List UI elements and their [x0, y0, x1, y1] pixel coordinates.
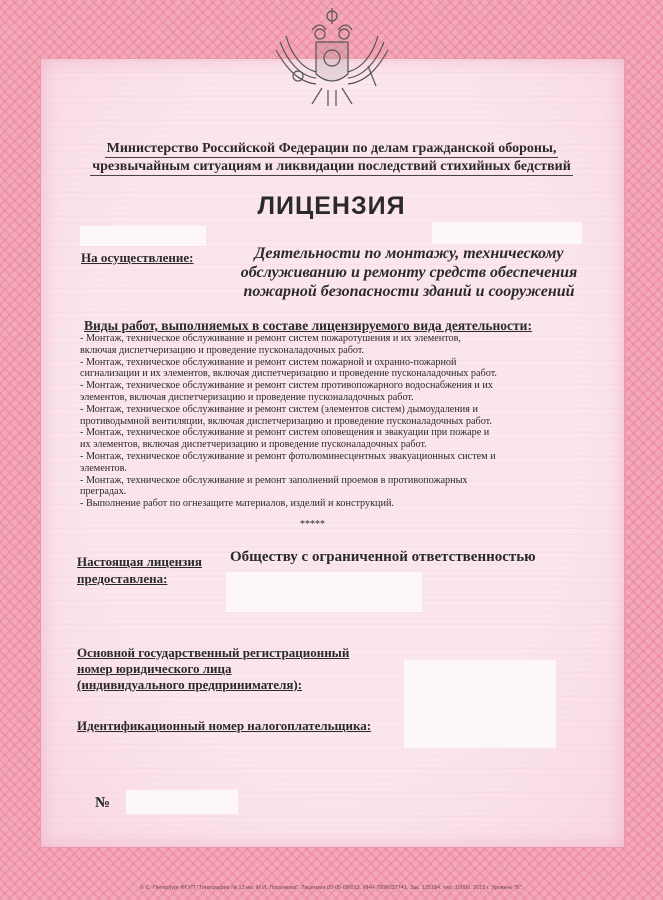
number-sign: №	[95, 795, 111, 811]
works-line: элементов.	[80, 462, 127, 474]
document-title: ЛИЦЕНЗИЯ	[257, 192, 406, 220]
redacted-registration-number	[404, 660, 556, 748]
activity-line: обслуживанию и ремонту средств обеспечения	[240, 264, 578, 281]
grantee-label-line-1: Настоящая лицензия	[77, 554, 202, 569]
activity-line: Деятельности по монтажу, техническому	[254, 245, 564, 262]
coat-of-arms-emblem	[272, 6, 392, 108]
works-line: - Монтаж, техническое обслуживание и ремонт систем пожаротушения и их элементов,	[80, 333, 461, 344]
works-line: - Выполнение работ по огнезащите материалов, изделий и конструкций.	[80, 498, 394, 510]
tax-label: Идентификационный номер налогоплательщика:	[77, 718, 372, 733]
grantee-value: Обществу с ограниченной ответственностью	[230, 549, 536, 565]
works-line: сигнализации и их элементов, включая диспетчеризацию и проведение пусконаладочных работ.	[80, 368, 497, 380]
redacted-series	[80, 226, 206, 246]
works-title: Виды работ, выполняемых в составе лицензируемого вида деятельности:	[84, 318, 532, 333]
registration-label-line-1: Основной государственный регистрационный	[77, 645, 350, 660]
works-line: - Монтаж, техническое обслуживание и ремонт заполнений проемов в противопожарных	[80, 474, 468, 486]
works-line: преградах.	[80, 486, 127, 498]
grantee-label-line-2: предоставлена:	[77, 571, 168, 586]
works-line: - Монтаж, техническое обслуживание и ремонт систем пожарной и охранно-пожарной	[80, 356, 457, 368]
printer-footer: © С.-Петербург ФГУП "Типография № 12 им. М.И. Лоханкова". Лицензия 05-05-09/013. ИНН 7806037741. Зак. 135184. тир. 10000. 2012 г. Уровень "Б".	[139, 885, 524, 891]
ministry-name	[70, 140, 593, 176]
registration-label-line-2: номер юридического лица	[77, 661, 232, 676]
ministry-line-2: чрезвычайным ситуациям и ликвидации последствий стихийных бедствий	[92, 159, 571, 174]
works-line: - Монтаж, техническое обслуживание и ремонт систем (элементов систем) дымоудаления и	[80, 403, 478, 415]
works-line: элементов, включая диспетчеризацию и проведение пусконаладочных работ.	[80, 391, 414, 403]
activity-line: пожарной безопасности зданий и сооружений	[243, 283, 575, 300]
redacted-company-name	[226, 572, 422, 612]
redacted-license-number	[126, 790, 238, 814]
works-line: включая диспетчеризацию и проведение пусконаладочных работ.	[80, 344, 365, 356]
redacted-date	[432, 222, 582, 244]
stars-separator: *****	[300, 519, 325, 530]
registration-label-line-3: (индивидуального предпринимателя):	[77, 677, 303, 692]
works-list	[80, 333, 580, 510]
works-line: - Монтаж, техническое обслуживание и ремонт систем противопожарного водоснабжения и их	[80, 380, 493, 392]
works-line: их элементов, включая диспетчеризацию и проведение пусконаладочных работ.	[80, 439, 427, 451]
ministry-line-1: Министерство Российской Федерации по делам гражданской обороны,	[106, 141, 557, 156]
works-line: противодымной вентиляции, включая диспетчеризацию и проведение пусконаладочных работ.	[80, 415, 492, 427]
activity-description	[224, 244, 594, 301]
works-line: - Монтаж, техническое обслуживание и ремонт систем оповещения и эвакуации при пожаре и	[80, 427, 490, 439]
works-line: - Монтаж, техническое обслуживание и ремонт фотолюминесцентных эвакуационных систем и	[80, 450, 496, 462]
activity-label: На осуществление:	[81, 250, 194, 265]
